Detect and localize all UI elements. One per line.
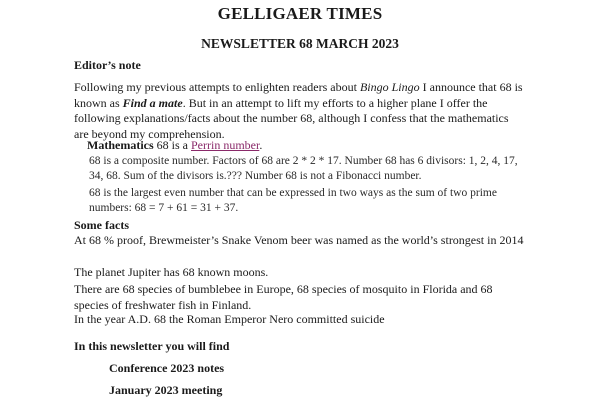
math-fact-divisors: 68 is a composite number. Factors of 68 are 2 * 2 * 17. Number 68 has 6 divisors: 1, 2, 4, 17, 34, 68. Sum of the divisors is.??? Number 68 is not a Fibonacci number. bbox=[89, 155, 518, 182]
fact-item: At 68 % proof, Brewmeister’s Snake Venom beer was named as the world’s strongest in 2014 bbox=[74, 233, 524, 247]
issue-line: NEWSLETTER 68 MARCH 2023 bbox=[201, 36, 399, 51]
mathematics-text-b: . bbox=[259, 138, 263, 152]
editors-note-text-a: Following my previous attempts to enlighten readers about bbox=[74, 80, 360, 94]
fact-item: In the year A.D. 68 the Roman Emperor Nero committed suicide bbox=[74, 312, 385, 326]
editors-note-text-b: I announce that 68 is known as bbox=[74, 80, 523, 110]
math-fact-primes: 68 is the largest even number that can be expressed in two ways as the sum of two prime numbers: 68 = 7 + 61 = 31 + 37. bbox=[89, 187, 497, 214]
in-this-newsletter-heading: In this newsletter you will find bbox=[74, 339, 230, 353]
fact-item: There are 68 species of bumblebee in Europe, 68 species of mosquito in Florida and 68 species of freshwater fish in Finland. bbox=[74, 282, 493, 312]
perrin-number-link[interactable]: Perrin number bbox=[191, 138, 260, 152]
toc-item: Conference 2023 notes bbox=[109, 361, 225, 375]
some-facts-heading: Some facts bbox=[74, 218, 129, 232]
mathematics-text-a: 68 is a bbox=[153, 138, 191, 152]
mathematics-label: Mathematics bbox=[87, 138, 154, 152]
fact-item: The planet Jupiter has 68 known moons. bbox=[74, 265, 269, 279]
newsletter-title: GELLIGAER TIMES bbox=[217, 4, 383, 23]
editors-note-heading: Editor’s note bbox=[74, 58, 141, 72]
toc-item: January 2023 meeting bbox=[109, 383, 223, 397]
bingo-lingo-term: Bingo Lingo bbox=[359, 80, 420, 94]
editors-note-paragraph bbox=[74, 80, 524, 142]
editors-note-text-c: . But in an attempt to lift my efforts to a higher plane I offer the following explanations/facts about the number 68, although I confess that the mathematics are beyond my comprehension. bbox=[74, 95, 509, 141]
find-a-mate-term: Find a mate bbox=[122, 95, 183, 110]
mathematics-line bbox=[87, 138, 527, 154]
